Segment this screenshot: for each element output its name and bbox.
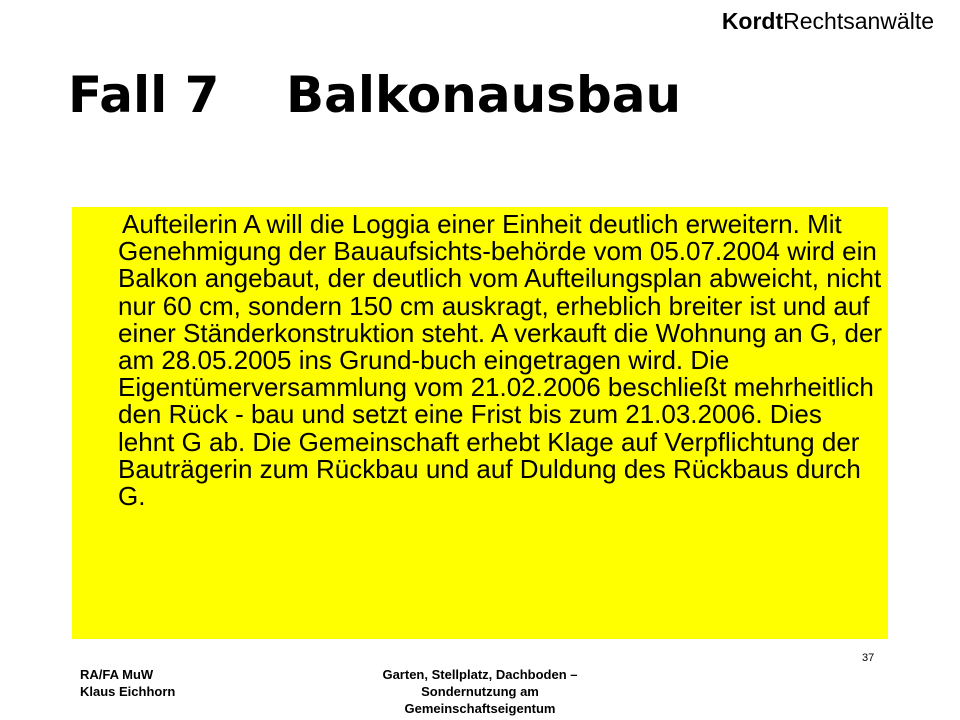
footer-topic (340, 666, 620, 717)
slide-title-number: Fall 7 (68, 66, 220, 124)
page-number: 37 (862, 652, 875, 664)
footer-author-line: Klaus Eichhorn (80, 684, 176, 699)
case-description-box (72, 207, 888, 639)
slide-title (68, 62, 681, 128)
footer-author-line: RA/FA MuW (80, 667, 154, 682)
brand-name-bold: Kordt (721, 8, 784, 34)
footer-topic-line: Gemeinschaftseigentum (404, 701, 556, 716)
footer-topic-line: Garten, Stellplatz, Dachboden – (382, 667, 578, 682)
footer-topic-line: Sondernutzung am (421, 684, 539, 699)
brand-name-regular: Rechtsanwälte (783, 8, 934, 34)
case-description-text: Aufteilerin A will die Loggia einer Einheit deutlich erweitern. Mit Genehmigung der Bauaufsichts-behörde vom 05.07.2004 wird ein Balkon angebaut, der deutlich vom Aufteilungsplan abweicht, nicht nur 60 cm, sondern 150 cm auskragt, erheblich breiter ist und auf einer Ständerkonstruktion steht. A verkauft die Wohnung an G, der am 28.05.2005 ins Grund-buch eingetragen wird. Die Eigentümerversammlung vom 21.02.2006 beschließt mehrheitlich den Rück - bau und setzt eine Frist bis zum 21.03.2006. Dies lehnt G ab. Die Gemeinschaft erhebt Klage auf Verpflichtung der Bauträgerin zum Rückbau und auf Duldung des Rückbaus durch G. (118, 209, 883, 512)
brand-logo (722, 6, 934, 36)
footer-author (80, 666, 175, 700)
slide-title-text: Balkonausbau (286, 66, 682, 124)
